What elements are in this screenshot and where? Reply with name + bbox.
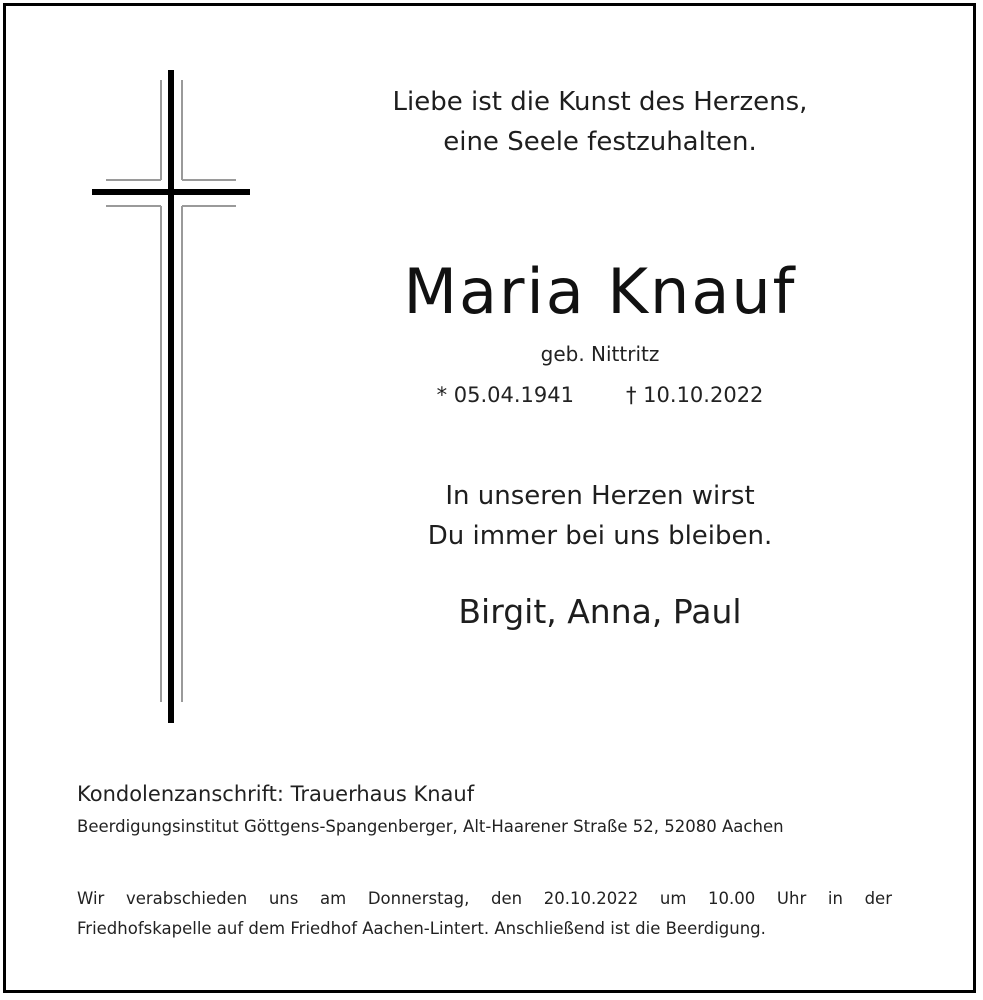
memorial-verse xyxy=(300,476,900,556)
birth-name: geb. Nittritz xyxy=(540,342,660,366)
cross-horizontal-beam xyxy=(92,189,250,195)
farewell-info xyxy=(77,884,892,944)
quote-line-2: eine Seele festzuhalten. xyxy=(443,127,757,157)
opening-quote xyxy=(300,82,900,162)
cross-vertical-beam xyxy=(168,70,174,723)
birth-date: * 05.04.1941 xyxy=(436,383,574,407)
quote-line-1: Liebe ist die Kunst des Herzens, xyxy=(392,87,808,117)
deceased-name: Maria Knauf xyxy=(403,255,797,328)
condolence-title: Kondolenzanschrift: Trauerhaus Knauf xyxy=(77,782,475,806)
verse-line-1: In unseren Herzen wirst xyxy=(445,481,755,511)
farewell-line-1: Wir verabschieden uns am Donnerstag, den 20.10.2022 um 10.00 Uhr in der xyxy=(77,889,892,908)
mourners-names: Birgit, Anna, Paul xyxy=(458,592,742,631)
life-dates xyxy=(300,380,900,410)
death-date: † 10.10.2022 xyxy=(626,383,764,407)
condolence-address: Beerdigungsinstitut Göttgens-Spangenberger, Alt-Haarener Straße 52, 52080 Aachen xyxy=(77,817,784,836)
farewell-line-2: Friedhofskapelle auf dem Friedhof Aachen-Lintert. Anschließend ist die Beerdigung. xyxy=(77,919,766,938)
verse-line-2: Du immer bei uns bleiben. xyxy=(427,521,773,551)
